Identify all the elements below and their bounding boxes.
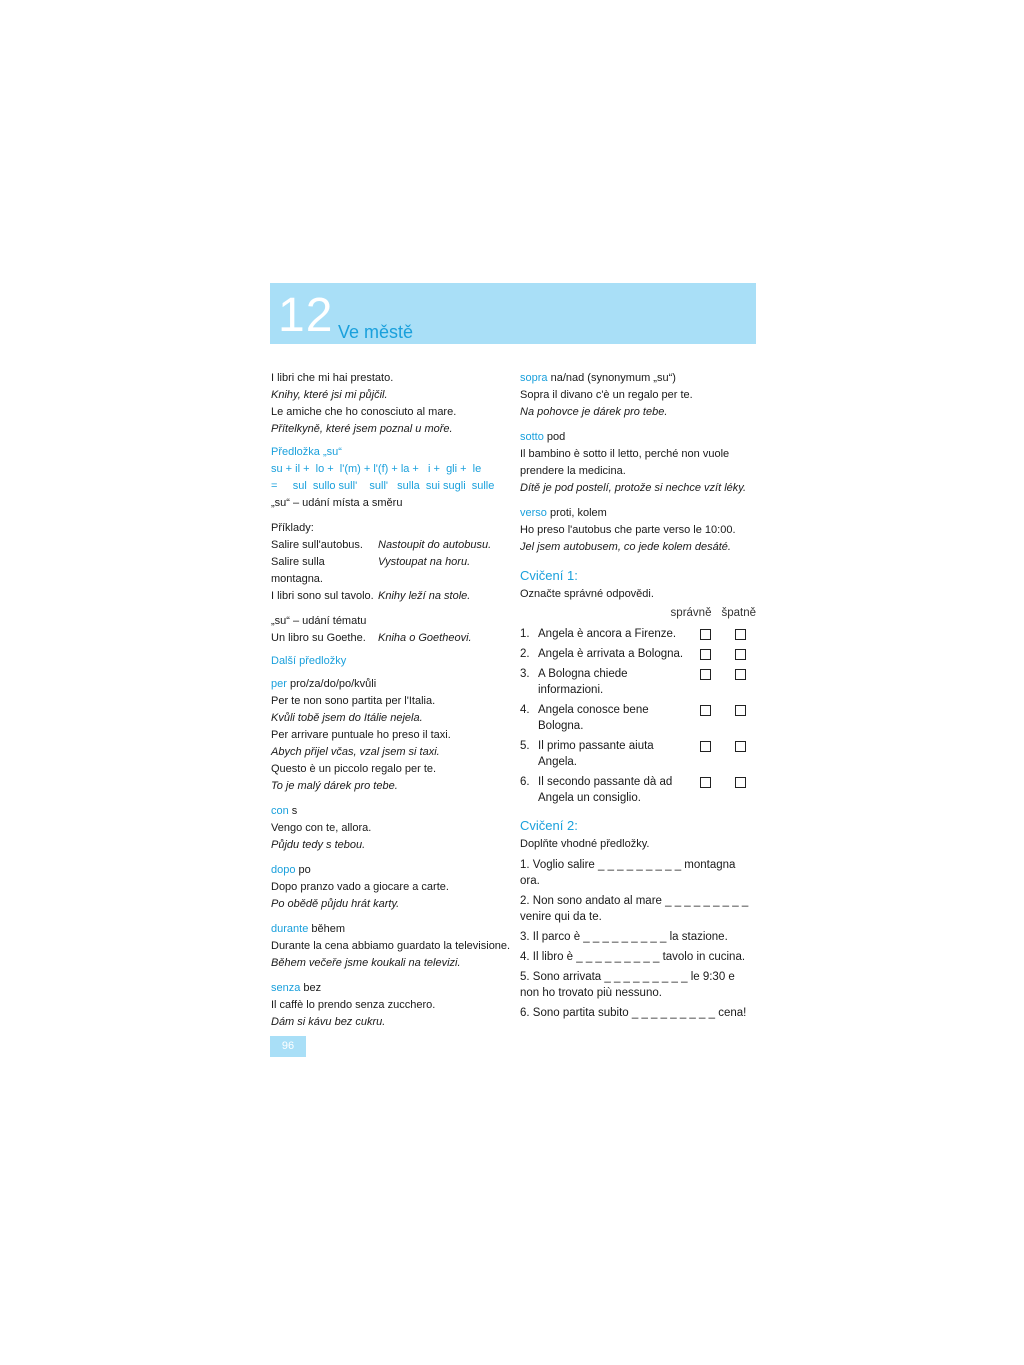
example-line: Ho preso l'autobus che parte verso le 10:00. bbox=[520, 524, 736, 536]
preposition-verso bbox=[520, 505, 756, 522]
preposition-meaning: proti, kolem bbox=[546, 507, 607, 519]
true-checkbox[interactable] bbox=[700, 705, 711, 716]
preposition-con bbox=[271, 803, 493, 820]
example-cz: Vystoupat na horu. bbox=[378, 556, 471, 568]
false-checkbox[interactable] bbox=[735, 705, 746, 716]
example-line: Il caffè lo prendo senza zucchero. bbox=[271, 999, 436, 1011]
preposition-sopra bbox=[520, 370, 756, 387]
example-cz: Knihy leží na stole. bbox=[378, 590, 471, 602]
chapter-header bbox=[270, 283, 756, 344]
preposition-dopo bbox=[271, 862, 493, 879]
right-column bbox=[520, 370, 756, 1021]
exercise-1-title: Cvičení 1: bbox=[520, 568, 578, 583]
example-line: Po obědě půjdu hrát karty. bbox=[271, 898, 400, 910]
example-line: Dítě je pod postelí, protože si nechce vzít léky. bbox=[520, 482, 747, 494]
preposition-senza bbox=[271, 980, 493, 997]
examples-label: Příklady: bbox=[271, 522, 314, 534]
question-text: Il secondo passante dà ad Angela un consiglio. bbox=[538, 776, 673, 804]
page-number: 96 bbox=[270, 1036, 306, 1057]
true-checkbox[interactable] bbox=[700, 741, 711, 752]
preposition-meaning: na/nad (synonymum „su“) bbox=[547, 372, 676, 384]
preposition-meaning: s bbox=[288, 805, 298, 817]
fill-in-item: 4. Il libro è _ _ _ _ _ _ _ _ _ tavolo in cucina. bbox=[520, 951, 746, 963]
intro-line: I libri che mi hai prestato. bbox=[271, 372, 394, 384]
preposition-meaning: po bbox=[295, 864, 311, 876]
column-false-label: špatně bbox=[721, 607, 756, 619]
example-line: Během večeře jsme koukali na televizi. bbox=[271, 957, 461, 969]
example-line: Kvůli tobě jsem do Itálie nejela. bbox=[271, 712, 423, 724]
preposition-meaning: pod bbox=[543, 431, 566, 443]
question-text: Angela è ancora a Firenze. bbox=[538, 628, 677, 640]
fill-in-item: 3. Il parco è _ _ _ _ _ _ _ _ _ la stazione. bbox=[520, 931, 728, 943]
example-line: Dám si kávu bez cukru. bbox=[271, 1016, 386, 1028]
example-line: Jel jsem autobusem, co jede kolem desáté. bbox=[520, 541, 731, 553]
preposition-word: durante bbox=[271, 923, 309, 935]
example-line: Il bambino è sotto il letto, perché non vuole prendere la medicina. bbox=[520, 448, 730, 477]
example-it: Un libro su Goethe. bbox=[271, 632, 366, 644]
example-line: Abych přijel včas, vzal jsem si taxi. bbox=[271, 746, 440, 758]
true-checkbox[interactable] bbox=[700, 629, 711, 640]
false-checkbox[interactable] bbox=[735, 629, 746, 640]
intro-line: Knihy, které jsi mi půjčil. bbox=[271, 389, 388, 401]
preposition-word: per bbox=[271, 678, 287, 690]
question-number: 6. bbox=[520, 776, 530, 788]
question-row bbox=[520, 774, 756, 806]
question-text: Angela conosce bene Bologna. bbox=[538, 704, 649, 732]
question-row bbox=[520, 666, 756, 698]
chapter-title: Ve městě bbox=[338, 322, 414, 342]
column-true-label: správně bbox=[670, 607, 712, 619]
su-title: Předložka „su“ bbox=[271, 446, 342, 458]
question-number: 4. bbox=[520, 704, 530, 716]
example-cz: Nastoupit do autobusu. bbox=[378, 539, 492, 551]
preposition-meaning: bez bbox=[300, 982, 322, 994]
example-row bbox=[271, 554, 493, 588]
preposition-word: verso bbox=[520, 507, 547, 519]
intro-line: Le amiche che ho conosciuto al mare. bbox=[271, 406, 457, 418]
preposition-meaning: pro/za/do/po/kvůli bbox=[286, 678, 377, 690]
example-it: Salire sull'autobus. bbox=[271, 539, 363, 551]
su-formula-result: = sul sullo sull' sull' sulla sui sugli sulle bbox=[271, 480, 495, 492]
su-use-theme: „su“ – udání tématu bbox=[271, 615, 367, 627]
example-line: Vengo con te, allora. bbox=[271, 822, 372, 834]
fill-in-item: 6. Sono partita subito _ _ _ _ _ _ _ _ _ cena! bbox=[520, 1007, 747, 1019]
preposition-meaning: během bbox=[308, 923, 346, 935]
answer-columns-header bbox=[520, 605, 756, 622]
intro-line: Přítelkyně, které jsem poznal u moře. bbox=[271, 423, 453, 435]
question-row bbox=[520, 626, 756, 642]
preposition-word: con bbox=[271, 805, 289, 817]
example-line: Durante la cena abbiamo guardato la televisione. bbox=[271, 940, 511, 952]
example-line: Sopra il divano c'è un regalo per te. bbox=[520, 389, 693, 401]
question-number: 2. bbox=[520, 648, 530, 660]
true-checkbox[interactable] bbox=[700, 649, 711, 660]
fill-in-item: 5. Sono arrivata _ _ _ _ _ _ _ _ _ le 9:30 e non ho trovato più nessuno. bbox=[520, 971, 735, 999]
preposition-durante bbox=[271, 921, 493, 938]
example-line: Questo è un piccolo regalo per te. bbox=[271, 763, 437, 775]
preposition-sotto bbox=[520, 429, 756, 446]
question-row bbox=[520, 646, 756, 662]
preposition-word: senza bbox=[271, 982, 301, 994]
example-row bbox=[271, 537, 493, 554]
example-it: I libri sono sul tavolo. bbox=[271, 590, 374, 602]
true-checkbox[interactable] bbox=[700, 669, 711, 680]
su-formula: su + il + lo + l'(m) + l'(f) + la + i + gli + le bbox=[271, 463, 482, 475]
example-it: Salire sulla montagna. bbox=[271, 556, 325, 585]
other-prepositions-title: Další předložky bbox=[271, 655, 347, 667]
su-use-place: „su“ – udání místa a směru bbox=[271, 497, 403, 509]
example-cz: Kniha o Goetheovi. bbox=[378, 632, 472, 644]
question-row bbox=[520, 738, 756, 770]
false-checkbox[interactable] bbox=[735, 777, 746, 788]
question-text: Angela è arrivata a Bologna. bbox=[538, 648, 684, 660]
question-number: 3. bbox=[520, 668, 530, 680]
example-line: Dopo pranzo vado a giocare a carte. bbox=[271, 881, 449, 893]
chapter-number: 12 bbox=[278, 289, 334, 342]
question-text: A Bologna chiede informazioni. bbox=[538, 668, 628, 696]
preposition-word: dopo bbox=[271, 864, 296, 876]
preposition-word: sopra bbox=[520, 372, 548, 384]
example-line: Půjdu tedy s tebou. bbox=[271, 839, 366, 851]
example-row bbox=[271, 588, 493, 605]
example-line: To je malý dárek pro tebe. bbox=[271, 780, 398, 792]
false-checkbox[interactable] bbox=[735, 741, 746, 752]
true-checkbox[interactable] bbox=[700, 777, 711, 788]
question-text: Il primo passante aiuta Angela. bbox=[538, 740, 654, 768]
question-number: 1. bbox=[520, 628, 530, 640]
question-row bbox=[520, 702, 756, 734]
example-line: Na pohovce je dárek pro tebe. bbox=[520, 406, 668, 418]
example-row bbox=[271, 630, 493, 647]
fill-in-item: 1. Voglio salire _ _ _ _ _ _ _ _ _ montagna ora. bbox=[520, 859, 736, 887]
false-checkbox[interactable] bbox=[735, 649, 746, 660]
false-checkbox[interactable] bbox=[735, 669, 746, 680]
exercise-2-title: Cvičení 2: bbox=[520, 818, 578, 833]
preposition-per bbox=[271, 676, 493, 693]
preposition-word: sotto bbox=[520, 431, 544, 443]
example-line: Per arrivare puntuale ho preso il taxi. bbox=[271, 729, 451, 741]
question-number: 5. bbox=[520, 740, 530, 752]
exercise-1-instruction: Označte správné odpovědi. bbox=[520, 588, 654, 600]
example-line: Per te non sono partita per l'Italia. bbox=[271, 695, 436, 707]
left-column bbox=[271, 370, 511, 1031]
exercise-2-instruction: Doplňte vhodné předložky. bbox=[520, 838, 650, 850]
fill-in-item: 2. Non sono andato al mare _ _ _ _ _ _ _ _ _ venire qui da te. bbox=[520, 895, 749, 923]
